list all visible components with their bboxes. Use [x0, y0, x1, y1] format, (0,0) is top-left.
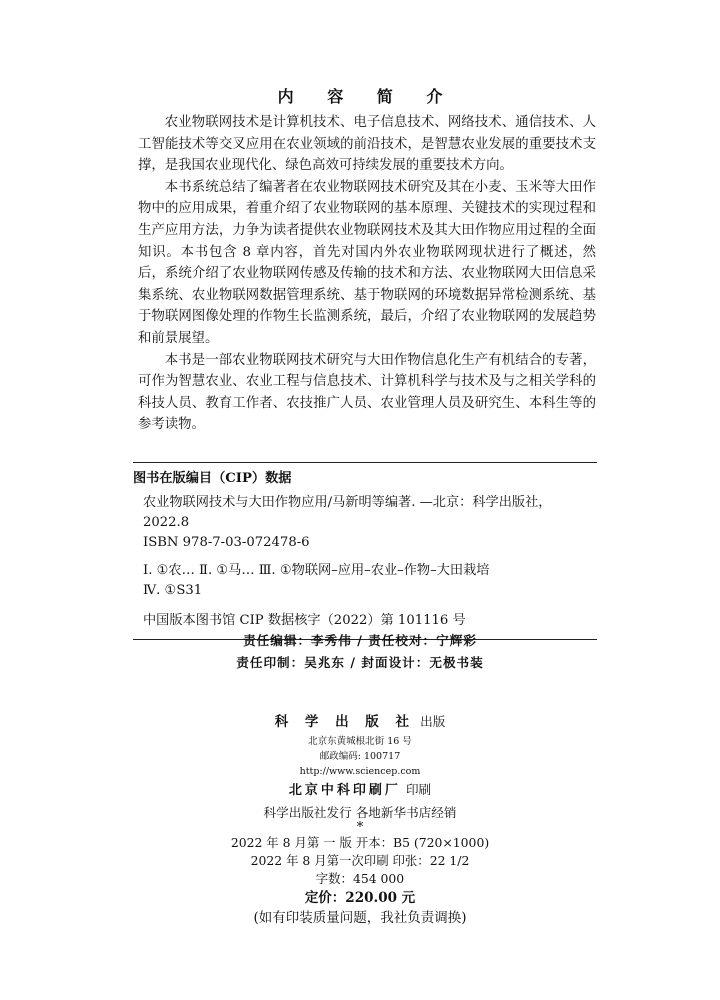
price: 定价：220.00 元 [304, 890, 416, 906]
printer-row [0, 779, 720, 803]
cip-class-line-1: Ⅰ. ①农… Ⅱ. ①马… Ⅲ. ①物联网–应用–农业–作物–大田栽培 [143, 563, 490, 578]
quality-notice: (如有印装质量问题，我社负责调换) [253, 910, 467, 926]
cip-isbn: ISBN 978-7-03-072478-6 [143, 535, 310, 550]
separator-star: * [356, 820, 364, 835]
cip-classification [133, 561, 597, 601]
cip-heading: 图书在版编目（CIP）数据 [133, 471, 292, 486]
credits-line-2: 责任印制：吴兆东 / 封面设计：无极书装 [236, 655, 484, 670]
cip-class-line-2: Ⅳ. ①S31 [143, 583, 203, 598]
publisher-info [0, 710, 720, 834]
printer-role: 印刷 [405, 782, 432, 797]
edition-line-2: 2022 年 8 月第一次印刷 印张：22 1/2 [250, 853, 470, 868]
publisher-url: http://www.sciencep.com [299, 766, 421, 777]
word-count: 字数：454 000 [315, 871, 405, 886]
page-title: 内 容 简 介 [277, 87, 457, 106]
intro-paragraph-2: 本书系统总结了编著者在农业物联网技术研究及其在小麦、玉米等大田作物中的应用成果，着重介绍了农业物联网的基本原理、关键技术的实现过程和生产应用方法，力争为读者提供农业物联网技术及其大田作物应用过程的全面知识。本书包含 8 章内容，首先对国内外农业物联网现状进行了概述，然后，系统介绍了农业物联网传感及传输的技术和方法、农业物联网大田信息采集系统、农业物联网数据管理系统、基于物联网的环境数据异常检测系统、基于物联网图像处理的作物生长监测系统，最后，介绍了农业物联网的发展趋势和前景展望。 [138, 179, 596, 346]
publisher-postcode: 邮政编码: 100717 [319, 751, 401, 762]
cip-data-block [133, 462, 597, 640]
book-introduction [138, 112, 596, 436]
publisher-row [0, 710, 720, 734]
cip-book-line-1: 农业物联网技术与大田作物应用/马新明等编著. —北京：科学出版社， [143, 495, 552, 510]
edition-info [0, 834, 720, 928]
distribution-info: 科学出版社发行 各地新华书店经销 [263, 805, 457, 820]
publisher-role: 出版 [420, 714, 446, 729]
intro-paragraph-3: 本书是一部农业物联网技术研究与大田作物信息化生产有机结合的专著，可作为智慧农业、农业工程与信息技术、计算机科学与技术及与之相关学科的科技人员、教育工作者、农技推广人员、农业管理人员及研究生、本科生等的参考读物。 [138, 352, 596, 433]
cip-check-number: 中国版本图书馆 CIP 数据核字（2022）第 101116 号 [143, 613, 466, 628]
editorial-credits [0, 630, 720, 674]
printer-name: 北京中科印刷厂 [288, 783, 401, 798]
credits-line-1: 责任编辑：李秀伟 / 责任校对：宁辉彩 [243, 633, 477, 648]
cip-book-line-2: 2022.8 [143, 515, 190, 530]
cip-book-record [133, 493, 597, 553]
publisher-name: 科 学 出 版 社 [274, 714, 416, 730]
intro-paragraph-1: 农业物联网技术是计算机技术、电子信息技术、网络技术、通信技术、人工智能技术等交叉应用在农业领域的前沿技术，是智慧农业发展的重要技术支撑，是我国农业现代化、绿色高效可持续发展的重要技术方向。 [138, 115, 596, 174]
publisher-address: 北京东黄城根北街 16 号 [308, 736, 412, 747]
edition-line-1: 2022 年 8 月第 一 版 开本：B5 (720×1000) [230, 835, 490, 850]
